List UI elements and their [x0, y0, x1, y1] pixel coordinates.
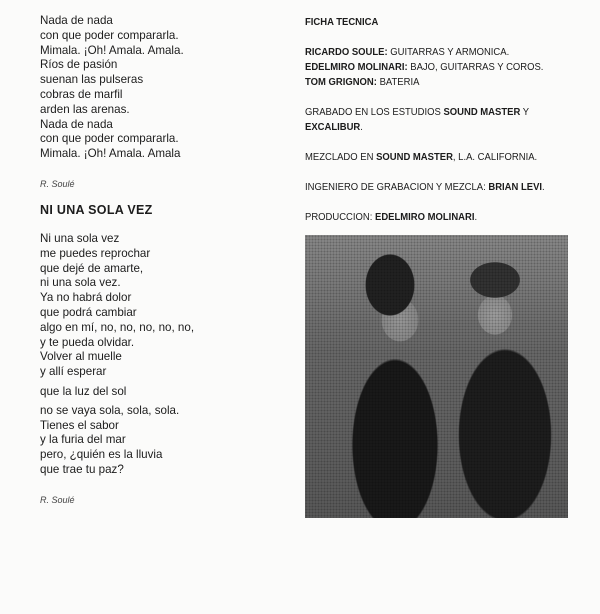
lyrics-column — [40, 14, 290, 505]
lyric-line: Ya no habrá dolor — [40, 291, 132, 305]
lyric-line: que trae tu paz? — [40, 462, 124, 476]
lyric-line: cobras de marfil — [40, 87, 123, 101]
credit-production: PRODUCCION: EDELMIRO MOLINARI. — [305, 212, 478, 223]
lyric-line: Ni una sola vez — [40, 231, 120, 245]
lyric-line: no se vaya sola, sola, sola. — [40, 403, 180, 417]
credit-mixed: MEZCLADO EN SOUND MASTER, L.A. CALIFORNIA. — [305, 152, 538, 163]
lyric-line: Nada de nada — [40, 117, 113, 131]
lyric-line: y allí esperar — [40, 365, 107, 379]
lyric-line: pero, ¿quién es la lluvia — [40, 448, 163, 462]
lyric-line: que podrá cambiar — [40, 305, 137, 319]
lyric-line: Tienes el sabor — [40, 418, 119, 432]
lyric-line: me puedes reprochar — [40, 246, 151, 260]
credits-title: FICHA TECNICA — [305, 17, 379, 28]
lyric-line: que la luz del sol — [40, 384, 127, 398]
song2-author: R. Soulé — [40, 494, 75, 505]
lyric-line: suenan las pulseras — [40, 73, 144, 87]
lyric-line: con que poder compararla. — [40, 132, 179, 146]
band-photo — [305, 235, 568, 518]
credit-recorded: GRABADO EN LOS ESTUDIOS SOUND MASTER Y EXCALIBUR. — [305, 107, 530, 133]
credits-column — [305, 15, 572, 225]
song1-author: R. Soulé — [40, 178, 75, 189]
lyric-line: Nada de nada — [40, 14, 113, 27]
lyric-line: y te pueda olvidar. — [40, 335, 135, 349]
song2-lyrics — [40, 232, 290, 478]
lyric-line: Mimala. ¡Oh! Amala. Amala. — [40, 43, 184, 57]
lyric-line: arden las arenas. — [40, 102, 130, 116]
credit-engineer: INGENIERO DE GRABACION Y MEZCLA: BRIAN LEVI. — [305, 182, 545, 193]
song1-lyrics — [40, 14, 290, 162]
lyric-line: y la furia del mar — [40, 433, 126, 447]
song2-title: NI UNA SOLA VEZ — [40, 202, 153, 217]
lyric-line: algo en mí, no, no, no, no, no, — [40, 320, 195, 334]
lyric-line: con que poder compararla. — [40, 28, 179, 42]
credit-member: RICARDO SOULE: GUITARRAS Y ARMONICA. — [305, 47, 510, 58]
lyric-line: ni una sola vez. — [40, 276, 121, 290]
credit-member: EDELMIRO MOLINARI: BAJO, GUITARRAS Y COROS. — [305, 62, 544, 73]
lyric-line: Volver al muelle — [40, 350, 122, 364]
credit-member: TOM GRIGNON: BATERIA — [305, 77, 420, 88]
lyric-line: Ríos de pasión — [40, 58, 118, 72]
lyric-line: Mimala. ¡Oh! Amala. Amala — [40, 147, 181, 161]
lyric-line: que dejé de amarte, — [40, 261, 144, 275]
